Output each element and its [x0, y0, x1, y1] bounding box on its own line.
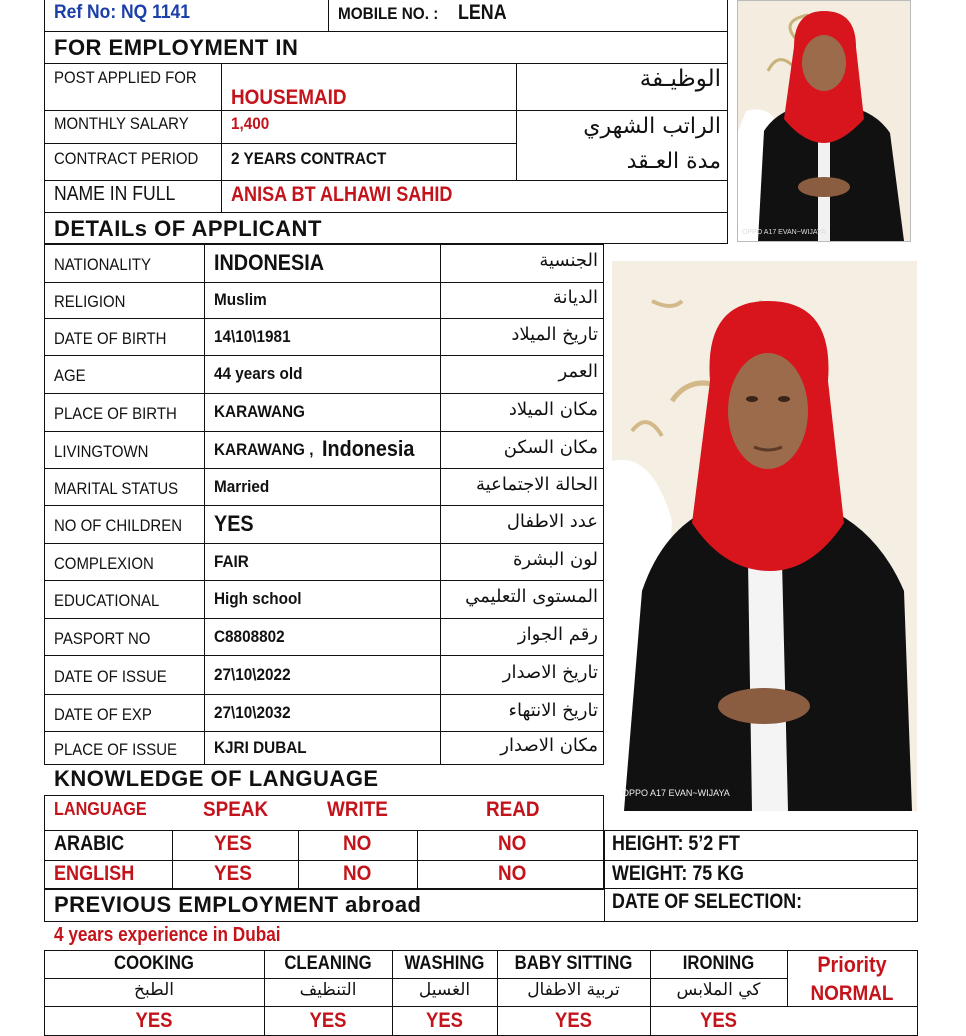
detail-value: FAIR — [214, 551, 249, 571]
language-heading: KNOWLEDGE OF LANGUAGE — [54, 766, 379, 791]
detail-arabic: مكان الميلاد — [508, 399, 598, 420]
small-photo-caption: OPPO A17 EVAN~WIJAYA — [742, 229, 826, 236]
previous-employment-heading: PREVIOUS EMPLOYMENT abroad — [54, 892, 422, 917]
portrait-small-icon — [738, 1, 910, 241]
weight-value: WEIGHT: 75 KG — [612, 862, 744, 885]
skill-arabic: الطبخ — [134, 980, 174, 1000]
detail-label: AGE — [54, 366, 86, 385]
detail-label: RELIGION — [54, 292, 126, 311]
skill-arabic: الغسيل — [418, 980, 471, 1000]
detail-arabic: تاريخ الميلاد — [511, 323, 598, 345]
contract-arabic: مدة العـقد — [626, 149, 721, 174]
lang-arabic-name: ARABIC — [54, 832, 125, 855]
detail-label: DATE OF BIRTH — [54, 328, 167, 348]
detail-value: High school — [214, 589, 302, 608]
name-value: ANISA BT ALHAWI SAHID — [231, 183, 453, 206]
detail-value: 44 years old — [214, 364, 303, 383]
mobile-value: LENA — [458, 1, 507, 24]
skill-value: YES — [426, 1009, 463, 1032]
lang-english-name: ENGLISH — [54, 862, 135, 885]
detail-value: KARAWANG — [214, 402, 305, 421]
detail-value: INDONESIA — [214, 250, 325, 275]
detail-arabic: الحالة الاجتماعية — [476, 473, 598, 495]
salary-label: MONTHLY SALARY — [54, 114, 189, 133]
detail-label: NATIONALITY — [54, 255, 151, 274]
detail-value: 27\10\2032 — [214, 702, 291, 722]
detail-arabic: العمر — [558, 361, 598, 382]
detail-label: LIVINGTOWN — [54, 441, 149, 461]
detail-value: 27\10\2022 — [214, 664, 291, 684]
applicant-photo-small — [737, 0, 911, 242]
detail-value: 14\10\1981 — [214, 326, 291, 346]
name-label: NAME IN FULL — [54, 183, 176, 205]
experience-text: 4 years experience in Dubai — [54, 924, 281, 946]
skill-name: IRONING — [682, 953, 755, 974]
skill-value: YES — [700, 1009, 737, 1032]
contract-label: CONTRACT PERIOD — [54, 149, 199, 168]
detail-label: DATE OF ISSUE — [54, 666, 167, 686]
skill-value: YES — [135, 1009, 173, 1032]
skill-arabic: تربية الاطفال — [527, 980, 620, 1000]
detail-arabic: تاريخ الاصدار — [502, 661, 598, 683]
detail-label: DATE OF EXP — [54, 704, 152, 724]
detail-label: PLACE OF BIRTH — [54, 404, 177, 423]
lang-header-speak: SPEAK — [203, 798, 269, 821]
skill-name: BABY SITTING — [514, 953, 633, 974]
detail-arabic: الجنسية — [539, 250, 598, 271]
date-of-selection: DATE OF SELECTION: — [612, 890, 803, 913]
skill-value: YES — [309, 1009, 347, 1032]
lang-header-read: READ — [486, 798, 540, 821]
post-value: HOUSEMAID — [231, 86, 347, 109]
detail-value: Married — [214, 476, 270, 496]
detail-label: MARITAL STATUS — [54, 478, 179, 498]
lang-arabic-speak: YES — [214, 832, 252, 855]
detail-label: EDUCATIONAL — [54, 591, 160, 610]
details-heading: DETAILs OF APPLICANT — [54, 216, 322, 241]
salary-arabic: الراتب الشهري — [583, 114, 721, 139]
skill-arabic: التنظيف — [299, 980, 357, 1000]
detail-arabic: عدد الاطفال — [506, 511, 598, 532]
detail-arabic: رقم الجواز — [517, 623, 598, 645]
detail-value-extra: Indonesia — [322, 435, 415, 461]
lang-english-speak: YES — [214, 862, 252, 885]
detail-label: PLACE OF ISSUE — [54, 740, 178, 759]
detail-value: C8808802 — [214, 626, 285, 646]
employment-heading: FOR EMPLOYMENT IN — [54, 35, 299, 60]
skill-value: YES — [555, 1009, 592, 1032]
lang-arabic-write: NO — [343, 832, 372, 855]
detail-arabic: المستوى التعليمي — [465, 586, 598, 607]
contract-value: 2 YEARS CONTRACT — [231, 149, 387, 168]
detail-arabic: لون البشرة — [512, 548, 598, 570]
ref-number: Ref No: NQ 1141 — [54, 2, 191, 23]
lang-header-language: LANGUAGE — [54, 799, 147, 819]
priority-label: Priority — [817, 952, 887, 977]
detail-arabic: مكان السكن — [503, 436, 598, 458]
detail-value: YES — [214, 511, 254, 536]
skill-name: WASHING — [404, 953, 485, 974]
lang-header-write: WRITE — [327, 798, 388, 821]
post-label: POST APPLIED FOR — [54, 68, 197, 87]
applicant-photo-large — [612, 261, 917, 811]
detail-arabic: تاريخ الانتهاء — [508, 699, 598, 721]
salary-value: 1,400 — [231, 114, 270, 133]
lang-english-write: NO — [343, 862, 372, 885]
skill-name: COOKING — [114, 953, 194, 974]
skill-name: CLEANING — [284, 953, 372, 974]
detail-value: KJRI DUBAL — [214, 738, 307, 757]
detail-label: NO OF CHILDREN — [54, 516, 183, 535]
post-arabic: الوظيـفة — [639, 66, 721, 92]
lang-arabic-read: NO — [498, 832, 527, 855]
skill-arabic: كي الملابس — [676, 980, 761, 1000]
detail-label: PASPORT NO — [54, 628, 151, 648]
portrait-large-icon — [612, 261, 917, 811]
detail-arabic: مكان الاصدار — [500, 735, 598, 756]
lang-english-read: NO — [498, 862, 527, 885]
detail-value: Muslim — [214, 290, 267, 309]
priority-value: NORMAL — [810, 982, 894, 1005]
height-value: HEIGHT: 5’2 FT — [612, 832, 740, 855]
detail-arabic: الديانة — [552, 287, 598, 308]
detail-label: COMPLEXION — [54, 553, 154, 573]
large-photo-caption: OPPO A17 EVAN~WIJAYA — [622, 788, 730, 798]
mobile-label: MOBILE NO. : — [338, 4, 439, 23]
detail-value: KARAWANG , — [214, 439, 314, 459]
